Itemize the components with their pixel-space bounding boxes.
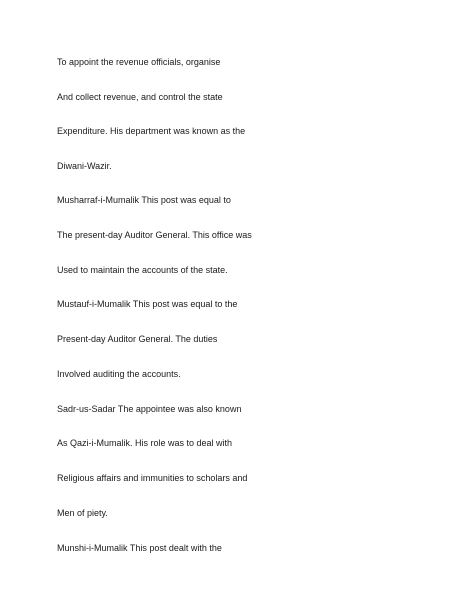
text-line: Diwani-Wazir. [57,161,112,171]
text-line: Involved auditing the accounts. [57,369,181,379]
text-line: And collect revenue, and control the state [57,92,223,102]
text-line: Expenditure. His department was known as the [57,126,246,136]
text-line: As Qazi-i-Mumalik. His role was to deal with [57,438,233,448]
text-line: Used to maintain the accounts of the state. [57,265,228,275]
text-line: Men of piety. [57,508,108,518]
text-line: Religious affairs and immunities to scholars and [57,473,248,483]
text-line: Musharraf-i-Mumalik This post was equal to [57,195,231,205]
text-line: Munshi-i-Mumalik This post dealt with the [57,543,222,553]
text-line: Mustauf-i-Mumalik This post was equal to the [57,299,238,309]
text-line: The present-day Auditor General. This office was [57,230,252,240]
text-line: Present-day Auditor General. The duties [57,334,218,344]
text-line: Sadr-us-Sadar The appointee was also known [57,404,242,414]
text-line: To appoint the revenue officials, organise [57,57,221,67]
